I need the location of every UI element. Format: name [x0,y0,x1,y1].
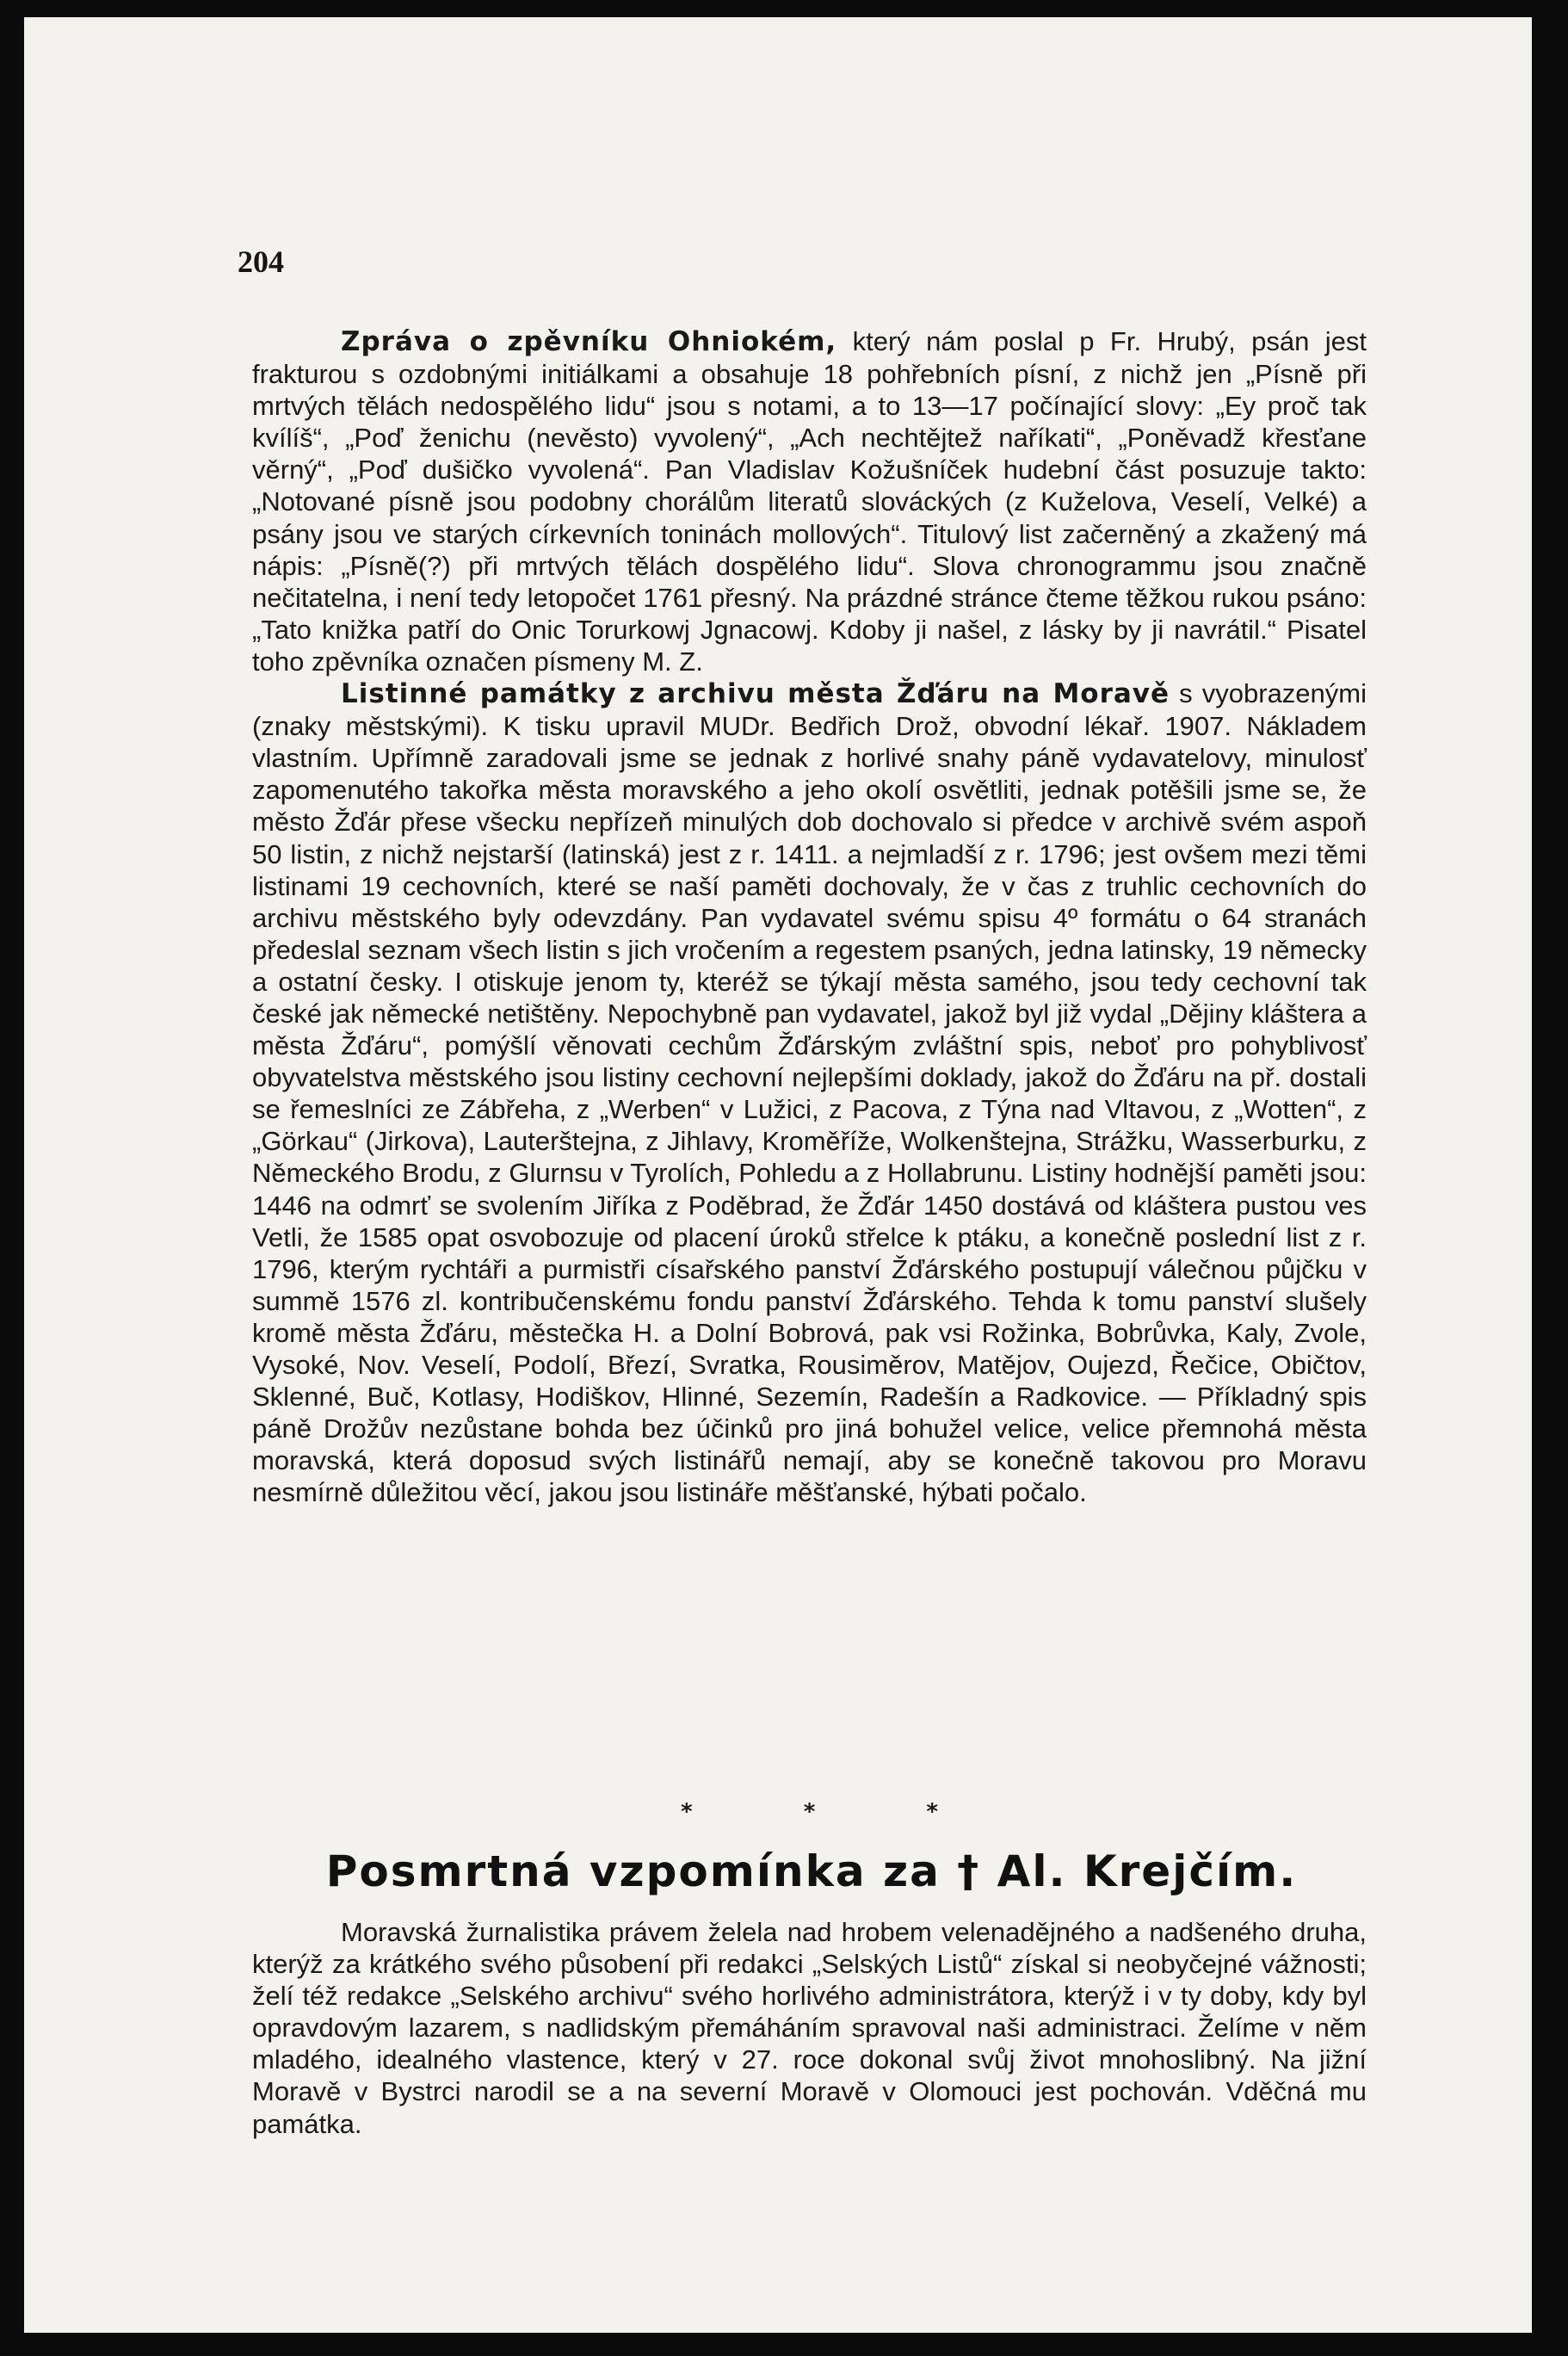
book-page [24,17,1532,2333]
paragraph-lead-archive: Listinné památky z archivu města Žďáru na Moravě [341,678,1170,710]
section-separator: * * * [681,1799,938,1825]
obituary-text-block [252,1916,1367,2140]
paragraph-body-archive: s vyobrazenými (znaky městskými). K tisku upravil MUDr. Bedřich Drož, obvodní lékař. 1907. Nákladem vlastním. Upřímně zaradovali jsme se jednak z horlivé snahy páně vydavatelovy, minulosť zapomenutého takořka města moravského a jeho okolí osvětliti, jednak potěšili jsme se, že město Žďár přese všecku nepřízeň minulých dob dochovalo si předce v archivě svém aspoň 50 listin, z nichž nejstarší (latinská) jest z r. 1411. a nejmladší z r. 1796; jest ovšem mezi těmi listinami 19 cechovních, které se naší paměti dochovaly, že v čas z truhlic cechovních do archivu městského byly odevzdány. Pan vydavatel svému spisu 4º formátu o 64 stranách předeslal seznam všech listin s jich vročením a regestem psaných, jedna latinsky, 19 německy a ostatní česky. I otiskuje jenom ty, kteréž se týkají města samého, jsou tedy cechovní tak české jak německé netištěny. Nepochybně pan vydavatel, jakož byl již vydal „Dějiny kláštera a města Žďáru“, pomýšlí věnovati cechům Žďárským zvláštní spis, neboť pro pohyblivosť obyvatelstva městského jsou listiny cechovní nejlepšími doklady, jakož do Žďáru na př. dostali se řemeslníci ze Zábřeha, z „Werben“ v Lužici, z Pacova, z Týna nad Vltavou, z „Wotten“, z „Görkau“ (Jirkova), Lauterštejna, z Jihlavy, Kroměříže, Wolkenštejna, Strážku, Wasserburku, z Německého Brodu, z Glurnsu v Tyrolích, Pohledu a z Hollabrunu. Listiny hodnější paměti jsou: 1446 na odmrť se svolením Jiříka z Poděbrad, že Žďár 1450 dostává od kláštera pustou ves Vetli, že 1585 opat osvobozuje od placení úroků střelce k ptáku, a konečně poslední list z r. 1796, kterým rychtáři a purmistři císařského panství Žďárského postupují válečnou půjčku v summě 1576 zl. kontribučenskému fondu panství Žďárského. Tehda k tomu panství slušely kromě města Žďáru, městečka H. a Dolní Bobrová, pak vsi Rožinka, Bobrůvka, Kaly, Zvole, Vysoké, Nov. Veselí, Podolí, Březí, Svratka, Rousiměrov, Matějov, Oujezd, Řečice, Običtov, Sklenné, Buč, Kotlasy, Hodiškov, Hlinné, Sezemín, Radešín a Radkovice. — Příkladný spis páně Drožův nezůstane bohda bez účinků pro jiná bohužel velice, velice přemnohá města moravská, která doposud svých listinářů nemají, aby se konečně takovou pro Moravu nesmírně důležitou věcí, jakou jsou listináře měšťanské, hýbati počalo. [252,678,1367,1508]
paragraph-zdar-archive [252,677,1367,1508]
paragraph-lead-songbook: Zpráva o zpěvníku Ohniokém, [341,326,837,357]
main-text-column [252,325,1367,1508]
paragraph-songbook-report [252,325,1367,677]
obituary-headline: Posmrtná vzpomínka za † Al. Krejčím. [325,1846,1298,1896]
page-number: 204 [238,244,284,279]
paragraph-body-songbook: který nám poslal p Fr. Hrubý, psán jest frakturou s ozdobnými initiálkami a obsahuje 18 pohřebních písní, z nichž jen „Písně při mrtvých tělách nedospělého lidu“ jsou s notami, a to 13—17 počínající slovy: „Ey proč tak kvílíš“, „Poď ženichu (nevěsto) vyvolený“, „Ach nechtějtež naříkati“, „Poněvadž křesťane věrný“, „Poď dušičko vyvolená“. Pan Vladislav Kožušníček hudební část posuzuje takto: „Notované písně jsou podobny chorálům literatů slováckých (z Kuželova, Veselí, Velké) a psány jsou ve starých církevních toninách mollových“. Titulový list začerněný a zkažený má nápis: „Písně(?) při mrtvých tělách dospělého lidu“. Slova chronogrammu jsou značně nečitatelna, i není tedy letopočet 1761 přesný. Na prázdné stránce čteme těžkou rukou psáno: „Tato knižka patří do Onic Torurkowj Jgnacowj. Kdoby ji našel, z lásky by ji navrátil.“ Pisatel toho zpěvníka označen písmeny M. Z. [252,326,1367,677]
obituary-paragraph: Moravská žurnalistika právem želela nad hrobem velenadějného a nadšeného druha, kterýž za krátkého svého působení při redakci „Selských Listů“ získal si neobyčejné vážnosti; želí též redakce „Selského archivu“ svého horlivého administrátora, kterýž i v ty doby, kdy byl opravdovým lazarem, s nadlidským přemáháním spravoval naši administraci. Želíme v něm mladého, idealného vlastence, který v 27. roce dokonal svůj život mnohoslibný. Na jižní Moravě v Bystrci narodil se a na severní Moravě v Olomouci jest pochován. Vděčná mu památka. [252,1917,1367,2139]
